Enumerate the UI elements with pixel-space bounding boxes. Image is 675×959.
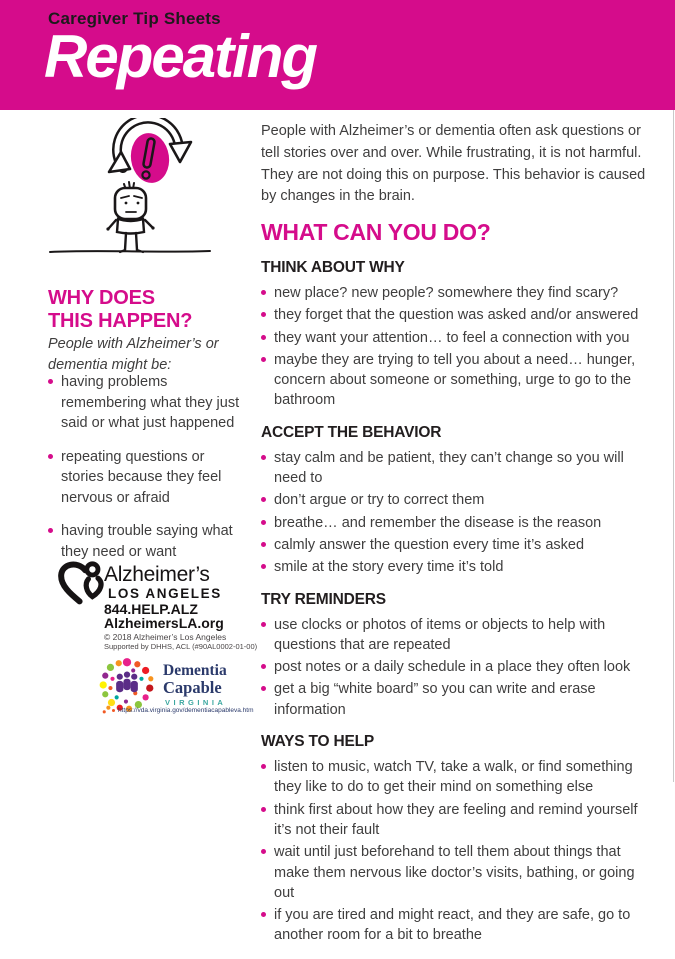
bullet-icon [261,357,266,362]
header-band [0,0,675,110]
person-icon [50,182,210,252]
bullet-icon [261,622,266,627]
bullet-icon [48,528,53,533]
why-list [48,372,240,576]
bullet-icon [261,497,266,502]
list-item [261,800,657,841]
why-lead: People with Alzheimer’s or dementia might be: [48,336,219,373]
section-list [261,448,657,578]
bullet-icon [261,335,266,340]
bullet-icon [261,807,266,812]
bullet-text: if you are tired and might react, and they are safe, go to another room for a bit to breathe [274,907,631,944]
list-item [261,328,657,348]
list-item [261,657,657,677]
list-item [48,447,240,509]
why-heading: WHY DOES THIS HAPPEN? [48,287,193,332]
list-item [261,513,657,533]
dcv-url-link[interactable]: https://vda.virginia.gov/dementiacapableva.htm [112,707,254,714]
bullet-icon [261,312,266,317]
bullet-icon [48,454,53,459]
bullet-text: repeating questions or stories because they feel nervous or afraid [61,448,222,506]
bullet-text: wait until just beforehand to tell them about things that make them nervous like doctor’s visits, bathing, or going out [274,844,635,901]
bullet-text: use clocks or photos of items or objects to help with questions that are repeated [274,616,606,653]
bullet-text: calmly answer the question every time it’s asked [274,536,585,553]
bullet-text: post notes or a daily schedule in a place they often look [274,659,631,676]
bullet-icon [261,520,266,525]
bullet-text: get a big “white board” so you can write and erase information [274,681,596,718]
intro-paragraph: People with Alzheimer’s or dementia often ask questions or tell stories over and over. While frustrating, it is not harmful. They are not doing this on purpose. This behavior is caused by changes in the brain. [261,123,646,205]
main-column [261,121,657,959]
list-item [261,490,657,510]
list-item [261,283,657,303]
section-title: WAYS TO HELP [261,733,375,751]
phone-number: 844.HELP.ALZ [104,601,198,617]
bullet-text: stay calm and be patient, they can’t change so you will need to [274,449,624,487]
bullet-icon [261,290,266,295]
list-item [261,448,657,489]
section-accept-the-behavior [261,424,657,578]
list-item [261,679,657,720]
list-item [48,372,240,434]
bullet-text: they want your attention… to feel a connection with you [274,329,630,346]
eyebrow-title: Caregiver Tip Sheets [48,9,221,28]
repeat-illustration [38,118,223,258]
dcv-name: Dementia Capable [163,662,227,698]
bullet-icon [261,849,266,854]
section-list [261,615,657,720]
list-item [261,305,657,325]
alz-heart-icon [58,558,106,608]
list-item [261,905,657,946]
main-heading: WHAT CAN YOU DO? [261,219,491,245]
list-item [48,521,240,562]
section-title: TRY REMINDERS [261,590,386,608]
section-ways-to-help [261,733,657,946]
bullet-text: new place? new people? somewhere they find scary? [274,285,619,301]
list-item [261,350,657,411]
org-location: LOS ANGELES [108,586,222,601]
list-item [261,842,657,903]
org-name: Alzheimer’s [104,563,210,586]
section-title: THINK ABOUT WHY [261,259,405,276]
bullet-icon [261,764,266,769]
bullet-icon [261,686,266,691]
bullet-text: they forget that the question was asked and/or answered [274,307,639,324]
bullet-text: having problems remembering what they just said or what just happened [61,374,240,432]
bullet-text: think first about how they are feeling and remind yourself it’s not their fault [274,801,638,838]
page-edge-line [673,110,674,782]
bullet-icon [261,455,266,460]
page-title: Repeating [44,23,317,90]
bullet-icon [261,912,266,917]
url-dot-icon [112,709,115,712]
list-item [261,557,657,577]
bullet-text: having trouble saying what they need or want [61,523,233,561]
bullet-text: don’t argue or try to correct them [274,492,485,509]
support-text: Supported by DHHS, ACL (#90AL0002-01-00) [104,642,258,651]
copyright-text: © 2018 Alzheimer’s Los Angeles [104,632,227,642]
people-icon [116,672,138,693]
bullet-text: breathe… and remember the disease is the reason [274,514,602,531]
bullet-icon [261,664,266,669]
bullet-icon [261,564,266,569]
list-item [261,615,657,656]
website-link[interactable]: AlzheimersLA.org [104,615,224,631]
bullet-icon [48,379,53,384]
dcv-region: VIRGINIA [165,698,227,707]
section-try-reminders [261,591,657,720]
bullet-text: listen to music, watch TV, take a walk, or find something they like to do to get their mind on something else [274,759,633,796]
list-item [261,757,657,798]
section-list [261,283,657,411]
repeat-icon [109,119,191,186]
bullet-icon [261,542,266,547]
section-title: ACCEPT THE BEHAVIOR [261,423,442,441]
bullet-text: maybe they are trying to tell you about a need… hunger, concern about someone or something, urge to go to the bathroom [274,351,636,409]
section-think-about-why [261,259,657,411]
list-item [261,535,657,555]
section-list [261,757,657,946]
bullet-text: smile at the story every time it’s told [274,559,504,576]
